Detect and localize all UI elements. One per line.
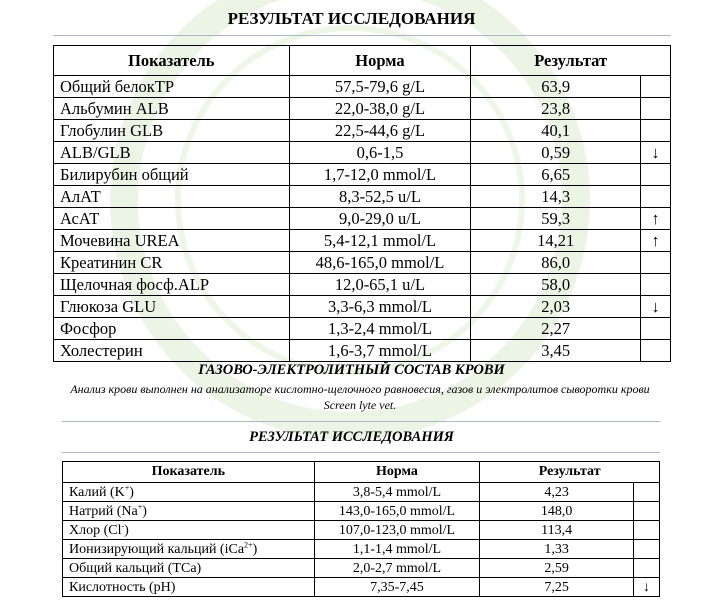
norm-value: 5,4-12,1 mmol/L bbox=[289, 230, 471, 252]
indicator-name bbox=[63, 502, 315, 521]
deviation-flag bbox=[634, 559, 660, 578]
result-value: 63,9 bbox=[471, 76, 641, 98]
deviation-flag bbox=[641, 274, 671, 296]
indicator-label: Кислотность (pH) bbox=[69, 579, 176, 595]
table-header-row bbox=[54, 46, 671, 76]
result-value: 6,65 bbox=[471, 164, 641, 186]
indicator-label-end: ) bbox=[142, 503, 147, 519]
deviation-flag bbox=[634, 502, 660, 521]
indicator-label: Натрий (Na bbox=[69, 503, 138, 519]
norm-value: 48,6-165,0 mmol/L bbox=[289, 252, 471, 274]
indicator-name: АсАТ bbox=[54, 208, 290, 230]
result-value: 59,3 bbox=[471, 208, 641, 230]
result-value: 86,0 bbox=[471, 252, 641, 274]
indicator-label: Общий кальций (TCa) bbox=[69, 560, 202, 576]
indicator-name: Общий белокTP bbox=[54, 76, 290, 98]
deviation-flag bbox=[634, 521, 660, 540]
table-row bbox=[54, 120, 671, 142]
header-result: Результат bbox=[471, 46, 671, 76]
norm-value: 3,8-5,4 mmol/L bbox=[314, 483, 480, 502]
ion-charge: + bbox=[124, 482, 130, 492]
indicator-name: Билирубин общий bbox=[54, 164, 290, 186]
indicator-name: Холестерин bbox=[54, 340, 290, 362]
indicator-label-end: ) bbox=[252, 541, 258, 557]
header-indicator: Показатель bbox=[63, 462, 315, 483]
deviation-flag: ↑ bbox=[641, 208, 671, 230]
indicator-name bbox=[63, 559, 315, 578]
result-value: 1,33 bbox=[480, 540, 634, 559]
indicator-label: Ионизирующий кальций (iCa bbox=[69, 541, 245, 557]
indicator-name bbox=[63, 578, 315, 597]
table-row bbox=[54, 142, 671, 164]
header-result: Результат bbox=[480, 462, 660, 483]
table-row bbox=[63, 502, 660, 521]
result-value: 58,0 bbox=[471, 274, 641, 296]
norm-value: 22,0-38,0 g/L bbox=[289, 98, 471, 120]
norm-value: 7,35-7,45 bbox=[314, 578, 480, 597]
deviation-flag bbox=[641, 98, 671, 120]
norm-value: 57,5-79,6 g/L bbox=[289, 76, 471, 98]
result-value: 2,59 bbox=[480, 559, 634, 578]
table-row bbox=[54, 186, 671, 208]
result-value: 2,27 bbox=[471, 318, 641, 340]
result-value: 14,21 bbox=[471, 230, 641, 252]
deviation-flag bbox=[641, 318, 671, 340]
electrolytes-table bbox=[62, 461, 660, 597]
indicator-name: АлАТ bbox=[54, 186, 290, 208]
deviation-flag bbox=[641, 76, 671, 98]
table-row bbox=[63, 559, 660, 578]
table-row bbox=[54, 318, 671, 340]
indicator-name bbox=[63, 483, 315, 502]
indicator-name bbox=[63, 540, 315, 559]
result-value: 2,03 bbox=[471, 296, 641, 318]
deviation-flag bbox=[641, 252, 671, 274]
section2-title: РЕЗУЛЬТАТ ИССЛЕДОВАНИЯ bbox=[249, 429, 454, 445]
table-row bbox=[54, 296, 671, 318]
electrolytes-table-body bbox=[63, 483, 660, 597]
norm-value: 3,3-6,3 mmol/L bbox=[289, 296, 471, 318]
norm-value: 107,0-123,0 mmol/L bbox=[314, 521, 480, 540]
biochemistry-table bbox=[53, 45, 671, 362]
result-value: 7,25 bbox=[480, 578, 634, 597]
header-norm: Норма bbox=[314, 462, 480, 483]
norm-value: 1,1-1,4 mmol/L bbox=[314, 540, 480, 559]
deviation-flag: ↓ bbox=[634, 578, 660, 597]
table-row bbox=[54, 98, 671, 120]
result-value: 3,45 bbox=[471, 340, 641, 362]
ion-charge: + bbox=[137, 501, 143, 511]
indicator-label: Калий (K bbox=[69, 484, 125, 500]
norm-value: 143,0-165,0 mmol/L bbox=[314, 502, 480, 521]
result-value: 40,1 bbox=[471, 120, 641, 142]
deviation-flag bbox=[641, 120, 671, 142]
table-row bbox=[54, 76, 671, 98]
analyzer-note: Анализ крови выполнен на анализаторе кислотно-щелочного равновесия, газов и электролитов сыворотки крови Screen lyte vet. bbox=[70, 382, 650, 412]
table-header-row bbox=[63, 462, 660, 483]
indicator-label-end: ) bbox=[124, 522, 129, 538]
norm-value: 8,3-52,5 u/L bbox=[289, 186, 471, 208]
norm-value: 1,6-3,7 mmol/L bbox=[289, 340, 471, 362]
table-row bbox=[54, 164, 671, 186]
table-row bbox=[54, 252, 671, 274]
result-value: 4,23 bbox=[480, 483, 634, 502]
indicator-name: Альбумин ALB bbox=[54, 98, 290, 120]
table-row bbox=[63, 578, 660, 597]
result-value: 0,59 bbox=[471, 142, 641, 164]
result-value: 113,4 bbox=[480, 521, 634, 540]
deviation-flag: ↑ bbox=[641, 230, 671, 252]
table-row bbox=[63, 521, 660, 540]
header-norm: Норма bbox=[289, 46, 471, 76]
ion-charge: 2+ bbox=[244, 539, 253, 549]
deviation-flag: ↓ bbox=[641, 142, 671, 164]
deviation-flag bbox=[634, 540, 660, 559]
indicator-name bbox=[63, 521, 315, 540]
norm-value: 9,0-29,0 u/L bbox=[289, 208, 471, 230]
norm-value: 1,3-2,4 mmol/L bbox=[289, 318, 471, 340]
deviation-flag bbox=[641, 186, 671, 208]
result-value: 23,8 bbox=[471, 98, 641, 120]
table-row bbox=[54, 230, 671, 252]
ion-charge: - bbox=[121, 520, 125, 530]
norm-value: 2,0-2,7 mmol/L bbox=[314, 559, 480, 578]
table-row bbox=[54, 274, 671, 296]
indicator-name: Глобулин GLB bbox=[54, 120, 290, 142]
table-row bbox=[63, 483, 660, 502]
section2-divider bbox=[62, 452, 660, 453]
table-row bbox=[63, 540, 660, 559]
indicator-name: Щелочная фосф.ALP bbox=[54, 274, 290, 296]
norm-value: 1,7-12,0 mmol/L bbox=[289, 164, 471, 186]
deviation-flag bbox=[641, 164, 671, 186]
deviation-flag: ↓ bbox=[641, 296, 671, 318]
result-value: 14,3 bbox=[471, 186, 641, 208]
indicator-label-end: ) bbox=[129, 484, 134, 500]
section1-title: РЕЗУЛЬТАТ ИССЛЕДОВАНИЯ bbox=[227, 9, 476, 28]
indicator-label: Хлор (Cl bbox=[69, 522, 122, 538]
indicator-name: ALB/GLB bbox=[54, 142, 290, 164]
norm-value: 0,6-1,5 bbox=[289, 142, 471, 164]
table-row bbox=[54, 208, 671, 230]
indicator-name: Креатинин CR bbox=[54, 252, 290, 274]
biochemistry-table-body bbox=[54, 76, 671, 362]
title-divider bbox=[53, 35, 671, 36]
norm-value: 22,5-44,6 g/L bbox=[289, 120, 471, 142]
deviation-flag bbox=[641, 340, 671, 362]
table-row bbox=[54, 340, 671, 362]
norm-value: 12,0-65,1 u/L bbox=[289, 274, 471, 296]
indicator-name: Фосфор bbox=[54, 318, 290, 340]
result-value: 148,0 bbox=[480, 502, 634, 521]
header-indicator: Показатель bbox=[54, 46, 290, 76]
indicator-name: Глюкоза GLU bbox=[54, 296, 290, 318]
indicator-name: Мочевина UREA bbox=[54, 230, 290, 252]
gas-heading: ГАЗОВО-ЭЛЕКТРОЛИТНЫЙ СОСТАВ КРОВИ bbox=[198, 362, 505, 378]
section-divider bbox=[62, 421, 660, 422]
deviation-flag bbox=[634, 483, 660, 502]
